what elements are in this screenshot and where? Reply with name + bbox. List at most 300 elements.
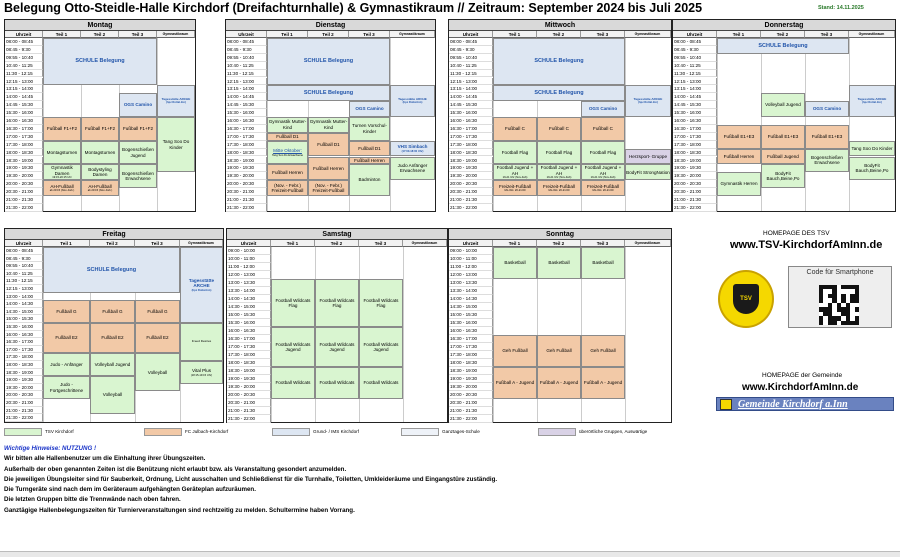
time-cell: 18:30 - 19:00 [5, 369, 43, 377]
page-title: Belegung Otto-Steidle-Halle Kirchdorf (Dreifachturnhalle) & Gymnastikraum // Zeitraum: September 2024 bis Juli 2025 [4, 1, 703, 15]
booking-label: Mitte Oktober: [273, 148, 302, 154]
time-cell: 21:00 - 21:30 [673, 196, 717, 204]
booking-note: (hpz Rottal-Inn) [638, 101, 658, 105]
booking-ogs [581, 101, 625, 117]
time-cell: 16:30 - 17:00 [226, 125, 267, 133]
time-cell: 19:30 - 20:00 [449, 172, 493, 180]
sheet-tab-bar[interactable] [0, 551, 900, 557]
time-cell: 12:00 - 13:00 [449, 271, 493, 279]
time-cell: 18:30 - 19:00 [449, 157, 493, 165]
time-cell: 16:30 - 17:00 [449, 335, 493, 343]
booking-label: Football Wildcats [275, 380, 311, 386]
time-cell: 16:00 - 16:30 [226, 117, 267, 125]
time-cell: 16:30 - 17:00 [449, 125, 493, 133]
time-cell: 18:00 - 18:30 [227, 359, 271, 367]
booking-do-herren [717, 149, 761, 165]
booking-label: Freizeit-Fußball [499, 183, 531, 189]
time-cell: 11:30 - 12:15 [673, 70, 717, 78]
booking-arche [157, 85, 195, 117]
booking-schule [43, 38, 157, 85]
booking-label: Football Jugend + AH [496, 165, 534, 176]
legend-swatch-tsv [4, 428, 42, 436]
booking-label: Volleyball [147, 369, 168, 375]
booking-mi-herzsport [625, 149, 671, 165]
booking-mo-ah1 [43, 180, 81, 196]
time-cell: 18:30 - 19:00 [449, 367, 493, 375]
booking-di-herren2 [308, 157, 349, 181]
booking-mo-montag2 [81, 141, 119, 165]
time-cell: 20:30 - 21:00 [673, 188, 717, 196]
time-cell: 11:30 - 12:15 [5, 70, 43, 78]
booking-label: Fußball A - Jugend [539, 380, 579, 386]
time-cell: 12:15 - 13:00 [226, 78, 267, 86]
time-cell: 21:00 - 21:30 [449, 196, 493, 204]
booking-label: Turnen Vorschul- Kinder [352, 123, 387, 134]
booking-mi-jah3 [581, 164, 625, 180]
booking-label: Freizeit-Fußball [543, 183, 575, 189]
time-cell: 17:00 - 17:30 [5, 346, 43, 354]
note-line: Ganztägige Hallenbelegungszeiten für Turnierveranstaltungen sind rechtzeitig zu melden. Schultermine haben Vorrang. [4, 506, 355, 514]
day-header-donnerstag: Donnerstag [673, 20, 895, 31]
column-header-t1: Teil 1 [717, 31, 761, 38]
booking-label: Fußball E2 [101, 335, 124, 341]
column-header-gym: Gymnastikraum [625, 31, 671, 38]
booking-label: Football Wildcats Jugend [363, 341, 399, 352]
time-cell: 17:30 - 18:00 [227, 351, 271, 359]
booking-sa-fh3 [359, 327, 403, 367]
time-cell: 18:00 - 18:30 [5, 149, 43, 157]
booking-note: (hpz Rottal-Inn) [191, 288, 212, 292]
schedule-sonntag [448, 228, 672, 423]
booking-label: BodyFit Bauch,Beine,Po [766, 170, 800, 182]
booking-note: Mo-Okt. 20-21:00 [504, 189, 526, 193]
booking-schule [493, 38, 625, 85]
schedule-freitag [4, 228, 224, 423]
booking-label: Fußball F1+F2 [85, 126, 115, 132]
time-cell: 10:40 - 11:25 [5, 270, 43, 278]
day-header-mittwoch: Mittwoch [449, 20, 671, 31]
time-cell: 15:30 - 16:00 [673, 109, 717, 117]
booking-fr-fbe2b [90, 323, 135, 353]
booking-note: (18:15-19:15 Uhr) [190, 373, 213, 377]
booking-mo-fb2 [81, 117, 119, 141]
booking-label: Montagsturnen [84, 149, 116, 155]
time-cell: 10:40 - 11:25 [226, 62, 267, 70]
booking-label: Fußball E1+E3 [811, 133, 843, 139]
booking-ogs [805, 101, 849, 117]
time-cell: 14:00 - 14:45 [226, 93, 267, 101]
booking-label: SCHULE Belegung [86, 266, 137, 273]
note-line: Wir bitten alle Hallenbenutzer um die Einhaltung ihrer Übungszeiten. [4, 455, 206, 463]
booking-label: OGS Camino [588, 106, 618, 112]
qr-code-icon[interactable] [819, 285, 859, 325]
legend-label: TSV Kirchdorf [45, 429, 74, 434]
notes [4, 444, 497, 516]
booking-mi-flag1 [493, 141, 537, 165]
column-divider [625, 247, 626, 422]
schedule-montag [4, 19, 196, 212]
time-cell: 20:00 - 20:30 [5, 391, 43, 399]
column-divider [849, 38, 850, 211]
time-cell: 17:30 - 18:00 [5, 141, 43, 149]
booking-mi-jah2 [537, 164, 581, 180]
booking-ogs [119, 93, 157, 117]
booking-so-geh1 [493, 335, 537, 367]
booking-label: SCHULE Belegung [758, 42, 808, 49]
column-header-t1: Teil 1 [493, 240, 537, 247]
booking-di-fbd1b [308, 133, 349, 157]
booking-di-turnen [349, 117, 390, 141]
time-cell: 09:00 - 10:00 [227, 247, 271, 255]
booking-label: Fußball F1+F2 [123, 126, 153, 132]
booking-di-herren1 [267, 164, 308, 180]
booking-label: Basketball [548, 260, 570, 266]
booking-note: (hpz Rottal-Inn) [402, 101, 423, 105]
booking-di-herren3 [349, 157, 390, 165]
time-cell: 09:55 - 10:40 [226, 54, 267, 62]
time-cell: 10:00 - 11:00 [227, 255, 271, 263]
booking-mi-fbc1 [493, 117, 537, 141]
booking-note: (hpz Rottal-Inn) [862, 101, 882, 105]
booking-do-fbe3 [805, 125, 849, 149]
booking-label: Gymnastik Mutter-Kind [309, 119, 348, 130]
booking-so-geh3 [581, 335, 625, 367]
booking-label: Volleyball Jugend [765, 102, 801, 108]
booking-label: (Nov. - Febr.) Freizeit-Fußball [271, 182, 304, 194]
day-header-samstag: Samstag [227, 229, 447, 240]
column-header-t1: Teil 1 [43, 240, 90, 247]
column-header-uhrzeit: Uhrzeit [5, 240, 43, 247]
booking-label: Fußball F1+F2 [47, 126, 77, 132]
time-cell: 20:00 - 20:30 [449, 180, 493, 188]
booking-label: Judo - Anfänger [50, 362, 83, 368]
time-cell: 19:00 - 19:30 [673, 164, 717, 172]
booking-note: 19:15-20:15 Uhr [52, 176, 72, 180]
time-cell: 17:00 - 17:30 [673, 133, 717, 141]
booking-label: Fußball D1 [358, 145, 381, 151]
booking-note: (hpz Rottal-Inn) [166, 101, 186, 105]
booking-label: Fußball E1+E3 [723, 133, 755, 139]
booking-so-bb3 [581, 247, 625, 279]
booking-label: Gymnastik Herren [720, 181, 758, 187]
time-cell: 17:30 - 18:00 [226, 141, 267, 149]
time-cell: 08:00 - 08:45 [5, 38, 43, 46]
time-cell: 16:30 - 17:00 [227, 335, 271, 343]
booking-note: Mo-Okt. 20-21:00 [548, 189, 570, 193]
booking-sa-fa1 [271, 367, 315, 399]
time-cell: 15:30 - 16:00 [227, 319, 271, 327]
column-header-t3: Teil 3 [581, 31, 625, 38]
booking-label: VHS Simbach [397, 144, 428, 150]
column-header-uhrzeit: Uhrzeit [226, 31, 267, 38]
legend-label: FC Julbach-Kirchdorf [185, 429, 229, 434]
time-cell: 08:00 - 08:45 [5, 247, 43, 255]
column-header-uhrzeit: Uhrzeit [673, 31, 717, 38]
column-header-t1: Teil 1 [267, 31, 308, 38]
booking-note: 19-21 Uhr (Nov-Feb) [590, 176, 616, 180]
booking-so-geh2 [537, 335, 581, 367]
booking-di-fbd1a [267, 133, 308, 141]
column-header-gym: Gymnastikraum [849, 31, 895, 38]
legend-label: Grund- / IMS Kirchdorf [313, 429, 359, 434]
booking-do-fbe2 [761, 125, 805, 149]
booking-label: Fußball D1 [317, 141, 340, 147]
time-cell: 13:30 - 14:00 [449, 287, 493, 295]
booking-sa-fh2 [315, 327, 359, 367]
booking-label: SCHULE Belegung [75, 58, 125, 65]
booking-arche [625, 85, 671, 117]
time-cell: 17:00 - 17:30 [227, 343, 271, 351]
booking-label: OGS Camino [123, 102, 153, 108]
time-cell: 14:45 - 15:30 [449, 101, 493, 109]
legend-swatch-ganztag [401, 428, 439, 436]
booking-di-vhs [390, 141, 435, 157]
booking-label: SCHULE Belegung [303, 58, 354, 65]
column-header-t3: Teil 3 [119, 31, 157, 38]
booking-mi-jah1 [493, 164, 537, 180]
booking-so-aj1 [493, 367, 537, 399]
booking-label: Tang Soo Do Kinder [851, 145, 893, 151]
gemeinde-homepage-link[interactable]: www.KirchdorfAmInn.de [742, 382, 859, 393]
time-cell: 17:30 - 18:00 [5, 353, 43, 361]
day-header-freitag: Freitag [5, 229, 223, 240]
booking-label: Fußball Herren [354, 157, 385, 163]
time-cell: 16:00 - 16:30 [449, 327, 493, 335]
time-cell: 19:00 - 19:30 [226, 164, 267, 172]
booking-mo-ah2 [81, 180, 119, 196]
column-header-t2: Teil 2 [537, 240, 581, 247]
booking-label: Tagesstätte ARCHE [188, 277, 215, 289]
column-header-t2: Teil 2 [537, 31, 581, 38]
booking-sa-fa2 [315, 367, 359, 399]
time-cell: 17:00 - 17:30 [5, 133, 43, 141]
booking-label: Basketball [592, 260, 614, 266]
booking-label: Football Flag [501, 149, 529, 155]
booking-label: Football Wildcats Jugend [319, 341, 355, 352]
column-header-uhrzeit: Uhrzeit [449, 31, 493, 38]
time-cell: 13:30 - 14:00 [227, 287, 271, 295]
qr-label: Code für Smartphone [806, 269, 874, 276]
booking-mi-flag2 [537, 141, 581, 165]
time-cell: 19:00 - 19:30 [449, 164, 493, 172]
time-cell: 16:30 - 17:00 [673, 125, 717, 133]
booking-di-frei2 [308, 180, 349, 196]
time-cell: 08:45 - 9:30 [673, 46, 717, 54]
time-cell: 11:30 - 12:15 [226, 70, 267, 78]
booking-label: Football Wildcats Flag [363, 297, 399, 308]
time-cell: 12:15 - 13:00 [5, 285, 43, 293]
note-line: Die Turngeräte sind nach dem im Geräteraum aufgehängten Geräteplan aufzuräumen. [4, 486, 256, 494]
time-cell: 19:30 - 20:00 [449, 383, 493, 391]
column-header-t1: Teil 1 [271, 240, 315, 247]
booking-fr-fbe2c [135, 323, 180, 353]
time-cell: 21:30 - 22:00 [226, 204, 267, 212]
booking-label: Volleyball [102, 392, 123, 398]
time-cell: 08:00 - 08:45 [226, 38, 267, 46]
booking-label: Fußball G [102, 308, 123, 314]
time-cell: 21:30 - 22:00 [5, 204, 43, 212]
time-cell: 17:30 - 18:00 [673, 141, 717, 149]
tsv-homepage-label: HOMEPAGE DES TSV [763, 230, 830, 237]
booking-label: Geh Fußball [502, 348, 528, 354]
column-header-t3: Teil 3 [805, 31, 849, 38]
day-header-dienstag: Dienstag [226, 20, 435, 31]
time-cell: 09:00 - 10:00 [449, 247, 493, 255]
booking-do-fbj [761, 149, 805, 165]
tsv-logo-text: TSV [733, 284, 759, 314]
column-header-gym: Gymnastikraum [625, 240, 671, 247]
time-cell: 20:30 - 21:00 [5, 399, 43, 407]
booking-fr-judo2 [43, 376, 90, 399]
booking-arche [180, 247, 223, 323]
time-cell: 19:30 - 20:00 [227, 383, 271, 391]
booking-sa-fa3 [359, 367, 403, 399]
booking-label: Bogenschießen Jugend [122, 147, 154, 158]
time-cell: 14:45 - 15:30 [226, 101, 267, 109]
booking-di-gym1 [267, 117, 308, 133]
time-cell: 14:30 - 15:00 [227, 303, 271, 311]
time-cell: 09:55 - 10:40 [449, 54, 493, 62]
time-cell: 14:30 - 15:00 [5, 308, 43, 316]
time-cell: 15:30 - 16:00 [5, 109, 43, 117]
time-cell: 11:30 - 12:15 [449, 70, 493, 78]
booking-label: Fußball C [593, 126, 613, 132]
column-header-uhrzeit: Uhrzeit [449, 240, 493, 247]
time-cell: 15:00 - 15:30 [449, 311, 493, 319]
day-header-sonntag: Sonntag [449, 229, 671, 240]
booking-label: Geh Fußball [590, 348, 616, 354]
time-cell: 20:00 - 20:30 [449, 391, 493, 399]
day-header-montag: Montag [5, 20, 195, 31]
schedule-donnerstag [672, 19, 896, 212]
booking-label: BodyFit StrongNation [626, 169, 670, 175]
booking-label: BodyFit Bauch,Beine,Po [855, 162, 889, 174]
column-header-t2: Teil 2 [308, 31, 349, 38]
booking-mo-gym1 [43, 164, 81, 180]
time-cell: 10:40 - 11:25 [673, 62, 717, 70]
booking-note: ab 20:15 (Nov.-Feb.) [49, 189, 75, 193]
booking-so-bb2 [537, 247, 581, 279]
booking-label: Fußball G [147, 308, 168, 314]
qr-module [855, 321, 859, 325]
booking-label: Football Jugend + AH [584, 165, 622, 176]
legend-swatch-schule [272, 428, 310, 436]
booking-label: Basketball [504, 260, 526, 266]
booking-arche [849, 85, 895, 117]
booking-label: Freed Desires [191, 339, 212, 344]
booking-label: AH-Fußball [50, 183, 74, 189]
time-cell: 16:30 - 17:00 [5, 338, 43, 346]
booking-label: AH-Fußball [88, 183, 112, 189]
legend-label: überörtliche Gruppen, Auswärtige [579, 429, 648, 434]
booking-schule [493, 85, 625, 101]
booking-label: Football Wildcats Jugend [275, 341, 311, 352]
time-cell: 19:00 - 19:30 [227, 375, 271, 383]
booking-note: ab 20:15 (Nov.-Feb.) [87, 189, 113, 193]
time-cell: 11:00 - 12:00 [449, 263, 493, 271]
booking-arche [390, 85, 435, 117]
time-cell: 14:00 - 14:45 [449, 93, 493, 101]
schedule-mittwoch [448, 19, 672, 212]
booking-label: Tagesstätte ARCHE [161, 96, 191, 101]
booking-sa-fw3 [359, 279, 403, 327]
time-cell: 20:30 - 21:00 [5, 188, 43, 196]
tsv-homepage-link[interactable]: www.TSV-KirchdorfAmInn.de [730, 239, 883, 251]
booking-fr-fbg2 [90, 300, 135, 323]
gemeinde-banner[interactable] [716, 397, 894, 411]
time-cell: 20:00 - 20:30 [226, 180, 267, 188]
gemeinde-homepage-label: HOMEPAGE der Gemeinde [762, 372, 843, 379]
note-line: Die jeweiligen Übungsleiter sind für Sauberkeit, Ordnung, Licht ausschalten und Schließdienst für die Turnhalle, Toiletten, Umkleideräume und Eingangstüre zuständig. [4, 475, 498, 483]
booking-di-mitte [267, 141, 308, 165]
time-cell: 14:00 - 14:30 [227, 295, 271, 303]
note-line: Die letzten Gruppen bitte die Trennwände nach oben fahren. [4, 496, 181, 504]
booking-mi-frei2 [537, 180, 581, 196]
booking-so-aj3 [581, 367, 625, 399]
time-cell: 21:30 - 22:00 [449, 204, 493, 212]
time-cell: 10:00 - 11:00 [449, 255, 493, 263]
booking-label: Judo - Fortgeschrittene [49, 382, 84, 393]
booking-label: Fußball Herren [313, 165, 344, 171]
booking-mo-fb1 [43, 117, 81, 141]
schedule-samstag [226, 228, 448, 423]
booking-label: Badminton [358, 177, 381, 183]
time-cell: 12:15 - 13:00 [5, 78, 43, 86]
column-header-t3: Teil 3 [135, 240, 180, 247]
booking-schule [267, 38, 390, 85]
booking-do-fbe1 [717, 125, 761, 149]
schedule-dienstag [225, 19, 436, 212]
time-cell: 21:00 - 21:30 [5, 196, 43, 204]
gemeinde-crest-icon [720, 399, 732, 410]
booking-label: SCHULE Belegung [534, 58, 584, 65]
column-header-t2: Teil 2 [761, 31, 805, 38]
time-cell: 18:00 - 18:30 [673, 149, 717, 157]
column-header-uhrzeit: Uhrzeit [227, 240, 271, 247]
booking-label: Fußball C [505, 126, 525, 132]
booking-ogs [349, 101, 390, 117]
booking-label: Football Flag [589, 149, 617, 155]
time-cell: 19:30 - 20:00 [226, 172, 267, 180]
time-cell: 14:30 - 15:00 [449, 303, 493, 311]
time-cell: 14:45 - 15:30 [673, 101, 717, 109]
booking-do-bogen [805, 149, 849, 173]
booking-di-fbd1c [349, 141, 390, 157]
time-cell: 21:00 - 21:30 [226, 196, 267, 204]
time-cell: 15:00 - 15:30 [5, 315, 43, 323]
time-cell: 16:00 - 16:30 [5, 117, 43, 125]
time-cell: 18:00 - 18:30 [449, 359, 493, 367]
column-header-uhrzeit: Uhrzeit [5, 31, 43, 38]
booking-mo-montag1 [43, 141, 81, 165]
booking-label: Football Flag [545, 149, 573, 155]
booking-do-gym [717, 172, 761, 196]
time-cell: 14:00 - 14:30 [5, 300, 43, 308]
time-cell: 20:30 - 21:00 [449, 188, 493, 196]
time-cell: 16:00 - 16:30 [673, 117, 717, 125]
time-cell: 18:30 - 19:00 [227, 367, 271, 375]
booking-label: Football Wildcats [319, 380, 355, 386]
time-cell: 13:00 - 13:30 [449, 279, 493, 287]
booking-note: 19-21 Uhr (Nov-Feb) [546, 176, 572, 180]
booking-mo-tang [157, 117, 195, 172]
booking-mi-bodyfit [625, 164, 671, 180]
booking-note: (17:00-18:00 Uhr) [401, 149, 424, 153]
time-cell: 12:15 - 13:00 [673, 78, 717, 86]
booking-mo-body [81, 164, 119, 180]
time-cell: 18:00 - 18:30 [226, 149, 267, 157]
legend [4, 428, 674, 437]
